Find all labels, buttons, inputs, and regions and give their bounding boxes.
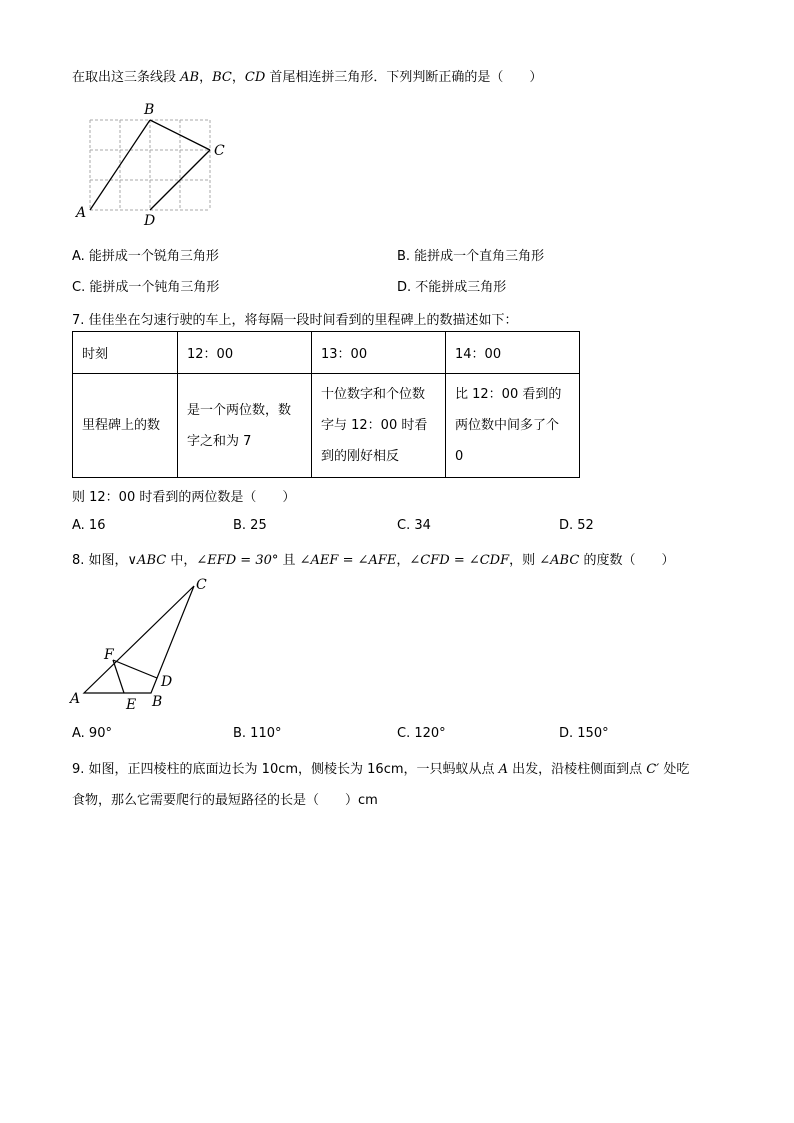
cell-line: 字与 12：00 时看: [321, 418, 428, 433]
table-header-row: [73, 332, 580, 374]
cell-line: 是一个两位数，数: [187, 402, 292, 418]
angle-abc: ∠ABC: [539, 553, 580, 568]
q7-option-b: B. 25: [233, 518, 267, 533]
q8-stem-text: 的度数（ ）: [579, 553, 675, 568]
label-e: E: [126, 697, 137, 712]
q8-stem-text: ，: [396, 553, 410, 568]
angle-cfd-eq: ∠CFD = ∠CDF: [409, 553, 510, 568]
q8-stem: [72, 549, 674, 568]
label-a: A: [76, 205, 87, 221]
triangle-abc-shape: [84, 586, 194, 693]
cell-line: 十位数字和个位数: [321, 387, 426, 402]
label-b: B: [152, 694, 163, 710]
cell-line: 字之和为 7: [187, 433, 252, 449]
table-row-label: 里程碑上的数: [73, 374, 178, 478]
table-cell: [178, 374, 312, 478]
q9-stem-line1: [72, 758, 689, 777]
q9-stem-text: 9. 如图，正四棱柱的底面边长为 10cm，侧棱长为 16cm，一只蚂蚁从点: [72, 762, 499, 777]
label-a: A: [70, 691, 81, 707]
q6-stem-text: 在取出这三条线段: [72, 70, 181, 85]
segment-bc: BC: [212, 70, 232, 85]
q6-grid-figure: [70, 98, 240, 230]
q8-stem-text: 中，: [166, 553, 197, 568]
q8-option-a: A. 90°: [72, 726, 112, 741]
q8-option-d: D. 150°: [559, 726, 609, 741]
label-d: D: [161, 674, 173, 690]
q6-option-b: B. 能拼成一个直角三角形: [397, 249, 545, 264]
segment-ab: AB: [180, 70, 200, 85]
q8-triangle-figure: [65, 572, 220, 712]
label-f: F: [104, 647, 114, 663]
q7-question: 则 12：00 时看到的两位数是（ ）: [72, 490, 296, 505]
angle-efd-eq: ∠EFD = 30°: [196, 553, 279, 568]
table-cell: [312, 374, 446, 478]
q9-stem-line2: 食物，那么它需要爬行的最短路径的长是（ ）cm: [72, 793, 378, 808]
q6-stem: [72, 66, 542, 85]
grid-lines: [90, 120, 210, 210]
triangle-abc: ∨ABC: [127, 553, 167, 568]
label-c: C: [214, 143, 225, 159]
table-header-cell: 12：00: [178, 332, 312, 374]
q8-option-c: C. 120°: [397, 726, 446, 741]
segment-fe: [113, 660, 124, 693]
q8-stem-text: ，则: [509, 553, 540, 568]
angle-aef-eq: ∠AEF = ∠AFE: [299, 553, 397, 568]
q7-option-a: A. 16: [72, 518, 106, 533]
q8-stem-text: 且: [278, 553, 300, 568]
q9-stem-text: 出发，沿棱柱侧面到点: [508, 762, 647, 777]
q8-option-b: B. 110°: [233, 726, 282, 741]
q9-stem-text: 处吃: [659, 762, 690, 777]
table-cell: [446, 374, 580, 478]
q7-stem: 7. 佳佳坐在匀速行驶的车上，将每隔一段时间看到的里程碑上的数描述如下：: [72, 313, 518, 328]
table-header-cell: 时刻: [73, 332, 178, 374]
table-header-cell: 14：00: [446, 332, 580, 374]
separator: ，: [199, 70, 213, 85]
q6-option-a: A. 能拼成一个锐角三角形: [72, 249, 219, 264]
q6-option-d: D. 不能拼成三角形: [397, 280, 507, 295]
point-c-prime: C′: [646, 762, 660, 777]
segment-cd: CD: [244, 70, 266, 85]
segment-fd: [113, 660, 157, 678]
cell-line: 比 12：00 看到的: [455, 387, 562, 402]
table-row: [73, 374, 580, 478]
q6-stem-tail: 首尾相连拼三角形．下列判断正确的是（ ）: [265, 70, 543, 85]
cell-line: 0: [455, 449, 464, 464]
table-header-cell: 13：00: [312, 332, 446, 374]
label-c: C: [196, 577, 207, 593]
cell-line: 两位数中间多了个: [455, 418, 560, 433]
q6-option-c: C. 能拼成一个钝角三角形: [72, 280, 220, 295]
q7-option-c: C. 34: [397, 518, 431, 533]
q7-option-d: D. 52: [559, 518, 594, 533]
cell-line: 到的刚好相反: [321, 449, 400, 464]
label-d: D: [144, 213, 156, 229]
q8-stem-text: 8. 如图，: [72, 553, 128, 568]
point-a: A: [498, 762, 509, 777]
separator: ，: [231, 70, 245, 85]
milestone-table: [72, 331, 580, 478]
label-b: B: [144, 102, 155, 118]
